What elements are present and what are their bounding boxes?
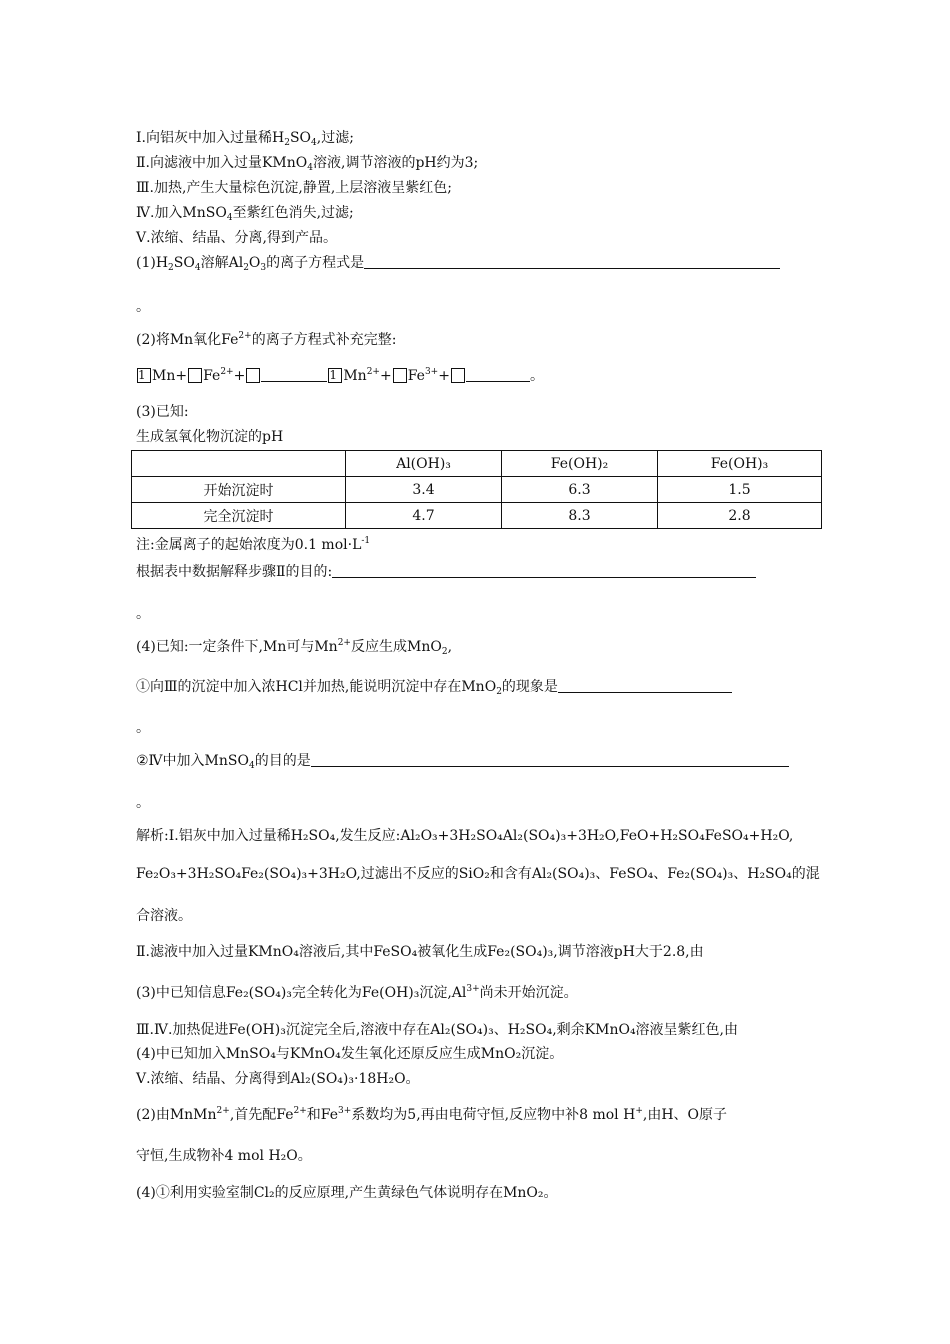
step-1: Ⅰ.向铝灰中加入过量稀$H_2SO_4$,过滤; (136, 130, 354, 148)
period-1: 。 (136, 299, 150, 315)
analysis-line: (4)①利用实验室制Cl₂的反应原理,产生黄绿色气体说明存在MnO₂。 (136, 1185, 558, 1201)
coefficient-box-3[interactable] (246, 368, 260, 383)
table-corner-cell (132, 451, 346, 477)
answer-blank-3[interactable] (332, 563, 756, 578)
table-cell: 3.4 (346, 477, 502, 503)
table-cell: 1.5 (658, 477, 822, 503)
answer-blank-1[interactable] (364, 254, 780, 269)
analysis-line: Ⅴ.浓缩、结晶、分离得到Al₂(SO₄)₃·18H₂O。 (136, 1071, 420, 1087)
step-2: Ⅱ.向滤液中加入过量KMnO$_4$溶液,调节溶液的pH约为3; (136, 155, 479, 173)
coefficient-box-4[interactable]: 1 (328, 368, 342, 383)
table-row (132, 477, 822, 503)
row-label: 完全沉淀时 (132, 503, 346, 529)
row-label: 开始沉淀时 (132, 477, 346, 503)
question-4: (4)已知:一定条件下,Mn可与$Mn^{2+}$反应生成MnO$_2$, (136, 638, 453, 657)
analysis-line: Ⅱ.滤液中加入过量KMnO₄溶液后,其中FeSO₄被氧化生成Fe₂(SO₄)₃,调节溶液pH大于2.8,由 (136, 944, 704, 960)
product-blank[interactable] (466, 367, 530, 382)
answer-blank-4a[interactable] (558, 678, 732, 693)
analysis-line: (3)中已知信息Fe₂(SO₄)₃完全转化为Fe(OH)₃沉淀$,Al^{3+}$尚未开始沉淀。 (136, 984, 578, 1001)
period-4b: 。 (136, 795, 150, 811)
coefficient-box-1[interactable]: 1 (137, 368, 151, 383)
step-4: Ⅳ.加入MnSO$_4$至紫红色消失,过滤; (136, 205, 354, 223)
question-4-part-1: ①向Ⅲ的沉淀中加入浓HCl并加热,能说明沉淀中存在MnO$_2$的现象是 (136, 677, 732, 697)
step-3: Ⅲ.加热,产生大量棕色沉淀,静置,上层溶液呈紫红色; (136, 180, 453, 196)
question-3-label: (3)已知: (136, 404, 189, 420)
table-cell: 4.7 (346, 503, 502, 529)
analysis-line: (4)中已知加入MnSO₄与KMnO₄发生氧化还原反应生成MnO₂沉淀。 (136, 1046, 564, 1062)
table-caption: 生成氢氧化物沉淀的pH (136, 429, 284, 445)
analysis-line: Fe₂O₃+3H₂SO₄Fe₂(SO₄)₃+3H₂O,过滤出不反应的SiO₂和含有Al₂(SO₄)₃、FeSO₄、Fe₂(SO₄)₃、H₂SO₄的混 (136, 866, 820, 882)
ph-table (131, 450, 822, 529)
table-row (132, 503, 822, 529)
table-cell: 8.3 (502, 503, 658, 529)
period-4a: 。 (136, 720, 150, 736)
table-cell: 6.3 (502, 477, 658, 503)
table-note: 注:金属离子的起始浓度为0.1 $mol\cdot L^{-1}$ (136, 536, 371, 553)
question-1: $(1)H_2SO_4$溶解$Al_2O_3$的离子方程式是 (136, 253, 780, 273)
table-header-cell: Fe(OH)₃ (658, 451, 822, 477)
equation-line: 1 $Mn+ Fe^{2+}+ 1$ $Mn^{2+}+ Fe^{3+}+$ 。 (138, 367, 544, 384)
coefficient-box-2[interactable] (188, 368, 202, 383)
analysis-line: Ⅲ.Ⅳ.加热促进Fe(OH)₃沉淀完全后,溶液中存在Al₂(SO₄)₃、H₂SO₄,剩余KMnO₄溶液呈紫红色,由 (136, 1022, 739, 1038)
analysis-line: 解析:Ⅰ.铝灰中加入过量稀H₂SO₄,发生反应:Al₂O₃+3H₂SO₄Al₂(SO₄)₃+3H₂O,FeO+H₂SO₄FeSO₄+H₂O, (136, 828, 794, 844)
step-5: Ⅴ.浓缩、结晶、分离,得到产品。 (136, 230, 338, 246)
coefficient-box-5[interactable] (393, 368, 407, 383)
table-cell: 2.8 (658, 503, 822, 529)
table-header-cell: Fe(OH)₂ (502, 451, 658, 477)
question-2: (2)将Mn氧化$Fe^{2+}$的离子方程式补充完整: (136, 331, 397, 348)
reactant-blank[interactable] (261, 367, 327, 382)
table-header-cell: Al(OH)₃ (346, 451, 502, 477)
question-4-part-2: ②Ⅳ中加入MnSO$_4$的目的是 (136, 751, 789, 771)
table-header-row (132, 451, 822, 477)
analysis-line: 合溶液。 (136, 908, 192, 924)
answer-blank-4b[interactable] (311, 752, 789, 767)
analysis-line: 守恒,生成物补4 mol H₂O。 (136, 1148, 312, 1164)
coefficient-box-6[interactable] (451, 368, 465, 383)
period-3: 。 (136, 606, 150, 622)
explain-prompt: 根据表中数据解释步骤Ⅱ的目的: (136, 562, 756, 582)
analysis-line: (2)由MnMn$^{2+}$,首先配$Fe^{2+}$和$Fe^{3+}$系数均为5,再由电荷守恒,反应物中补8 mol H+,由H、O原子 (136, 1106, 728, 1123)
